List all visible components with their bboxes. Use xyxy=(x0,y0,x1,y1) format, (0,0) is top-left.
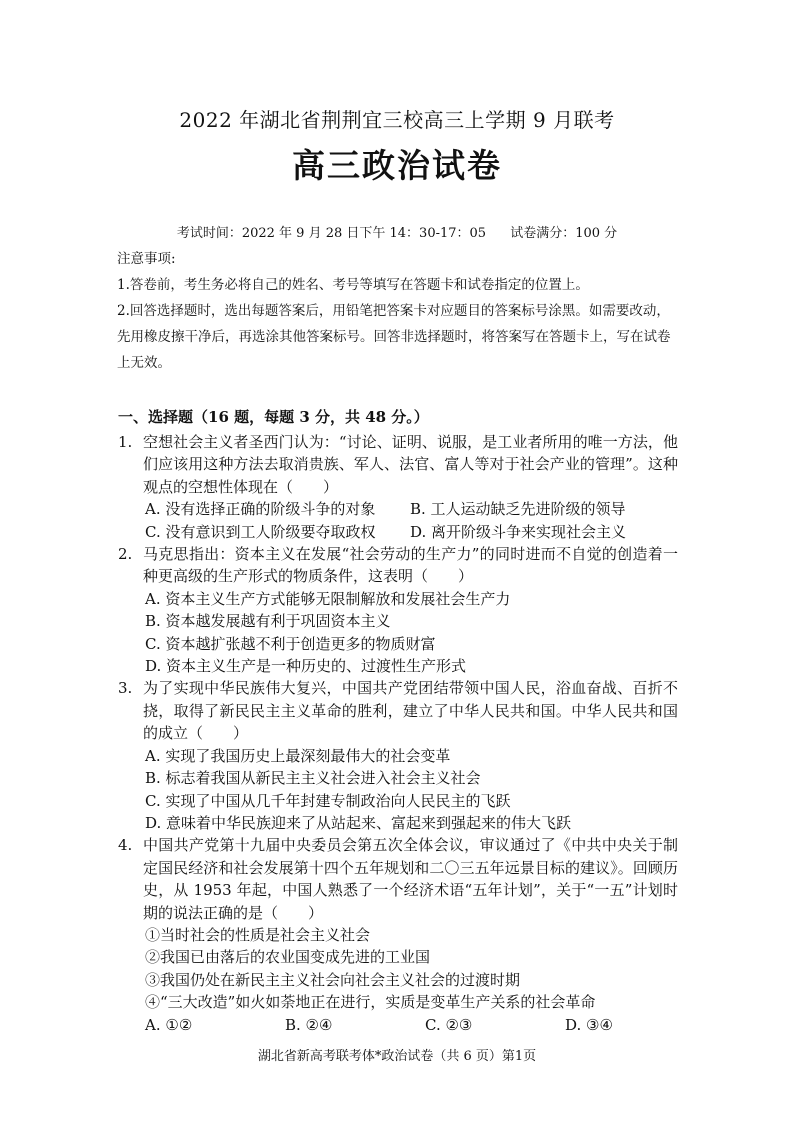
question-stem: 为了实现中华民族伟大复兴，中国共产党团结带领中国人民，浴血奋战、百折不挠，取得了新民民主主义革命的胜利，建立了中华人民共和国。中华人民共和国的成立（ ） xyxy=(143,679,678,743)
statement-3: ③我国仍处在新民主主义社会向社会主义社会的过渡时期 xyxy=(145,970,521,989)
question-stem: 马克思指出：资本主义在发展“社会劳动的生产力”的同时进而不自觉的创造着一种更高级的生产形式的物质条件，这表明（ ） xyxy=(143,545,678,586)
note-item-1: 1.答卷前，考生务必将自己的姓名、考号等填写在答题卡和试卷指定的位置上。 xyxy=(117,277,589,293)
option-c: C. 实现了中国从几千年封建专制政治向人民民主的飞跃 xyxy=(145,791,511,810)
option-c: C. 没有意识到工人阶级要夺取政权 xyxy=(145,522,376,541)
exam-time: 考试时间：2022 年 9 月 28 日下午 14：30-17：05 xyxy=(176,226,487,241)
option-b: B. 工人运动缺乏先进阶级的领导 xyxy=(410,500,626,519)
option-b: B. 标志着我国从新民主主义社会进入社会主义社会 xyxy=(145,769,481,788)
option-c: C. ②③ xyxy=(425,1015,473,1034)
option-d: D. 资本主义生产是一种历史的、过渡性生产形式 xyxy=(145,657,467,676)
section-heading: 一、选择题（16 题，每题 3 分，共 48 分。） xyxy=(118,408,429,426)
exam-subtitle: 高三政治试卷 xyxy=(292,146,502,185)
notes-heading: 注意事项: xyxy=(117,251,176,267)
question-number: 4. xyxy=(118,836,133,855)
statement-4: ④“三大改造”如火如荼地正在进行，实质是变革生产关系的社会革命 xyxy=(145,993,596,1012)
statement-2: ②我国已由落后的农业国变成先进的工业国 xyxy=(145,948,431,967)
notes-block xyxy=(117,246,677,376)
option-c: C. 资本越扩张越不利于创造更多的物质财富 xyxy=(145,634,436,653)
option-row xyxy=(118,1014,678,1036)
exam-meta xyxy=(0,222,794,241)
question-number: 3. xyxy=(118,679,133,698)
option-a: A. 实现了我国历史上最深刻最伟大的社会变革 xyxy=(145,746,451,765)
question-1 xyxy=(118,431,678,543)
statement-1: ①当时社会的性质是社会主义社会 xyxy=(145,925,371,944)
option-d: D. ③④ xyxy=(565,1015,613,1034)
option-a: A. 没有选择正确的阶级斗争的对象 xyxy=(145,500,376,519)
option-row xyxy=(118,498,678,520)
question-2 xyxy=(118,543,678,677)
question-stem: 空想社会主义者圣西门认为：“讨论、证明、说服，是工业者所用的唯一方法，他们应该用这种方法去取消贵族、军人、法官、富人等对于社会产业的管理”。这种观点的空想性体现在（ ） xyxy=(143,433,678,496)
option-b: B. ②④ xyxy=(285,1015,333,1034)
question-stem: 中国共产党第十九届中央委员会第五次全体会议，审议通过了《中共中央关于制定国民经济和社会发展第十四个五年规划和二〇三五年远景目标的建议》。回顾历史，从 1953 年起，中国人熟悉了一个经济术语“五年计划”，关于“一五”计划时期的说法正确的是（ ） xyxy=(143,836,678,922)
question-3 xyxy=(118,677,678,834)
option-d: D. 离开阶级斗争来实现社会主义 xyxy=(410,522,627,541)
question-4 xyxy=(118,834,678,1036)
exam-title: 2022 年湖北省荆荆宜三校高三上学期 9 月联考 xyxy=(179,108,615,132)
option-a: A. 资本主义生产方式能够无限制解放和发展社会生产力 xyxy=(145,589,511,608)
note-item-2: 2.回答选择题时，选出每题答案后，用铅笔把答案卡对应题目的答案标号涂黑。如需要改动，先用橡皮擦干净后，再选涂其他答案标号。回答非选择题时，将答案写在答题卡上，写在试卷上无效。 xyxy=(117,303,671,371)
option-row xyxy=(118,521,678,543)
page-footer: 湖北省新高考联考体*政治试卷（共 6 页）第1页 xyxy=(257,1049,537,1064)
question-number: 2. xyxy=(118,545,133,564)
option-b: B. 资本越发展越有利于巩固资本主义 xyxy=(145,612,391,631)
option-d: D. 意味着中华民族迎来了从站起来、富起来到强起来的伟大飞跃 xyxy=(145,813,572,832)
question-number: 1. xyxy=(118,433,133,451)
option-a: A. ①② xyxy=(145,1015,193,1034)
full-score: 试卷满分：100 分 xyxy=(510,226,618,241)
question-list xyxy=(118,431,678,1036)
